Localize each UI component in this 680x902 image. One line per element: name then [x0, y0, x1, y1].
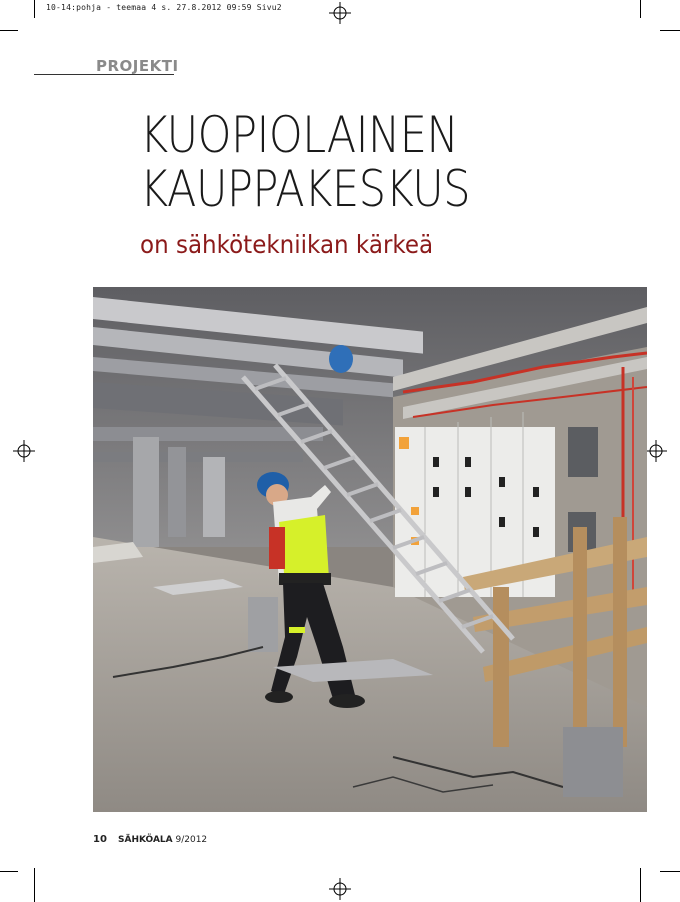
registration-mark-right: [645, 440, 667, 462]
section-label: PROJEKTI: [96, 57, 179, 75]
headline-line-2: KAUPPAKESKUS: [140, 160, 471, 218]
issue-number: 9/2012: [175, 835, 208, 845]
headline: [140, 108, 587, 216]
page-number: 10: [93, 834, 107, 845]
registration-mark-bottom: [329, 878, 351, 900]
headline-line-1: KUOPIOLAINEN: [140, 106, 459, 164]
article-photo: [93, 287, 647, 812]
registration-mark-left: [13, 440, 35, 462]
magazine-issue: [118, 835, 207, 845]
subheadline: on sähkötekniikan kärkeä: [140, 230, 434, 259]
magazine-name: SÄHKÖALA: [118, 835, 173, 845]
registration-mark-top: [329, 2, 351, 24]
print-slug: 10-14:pohja - teemaa 4 s. 27.8.2012 09:59 Sivu2: [46, 3, 282, 12]
